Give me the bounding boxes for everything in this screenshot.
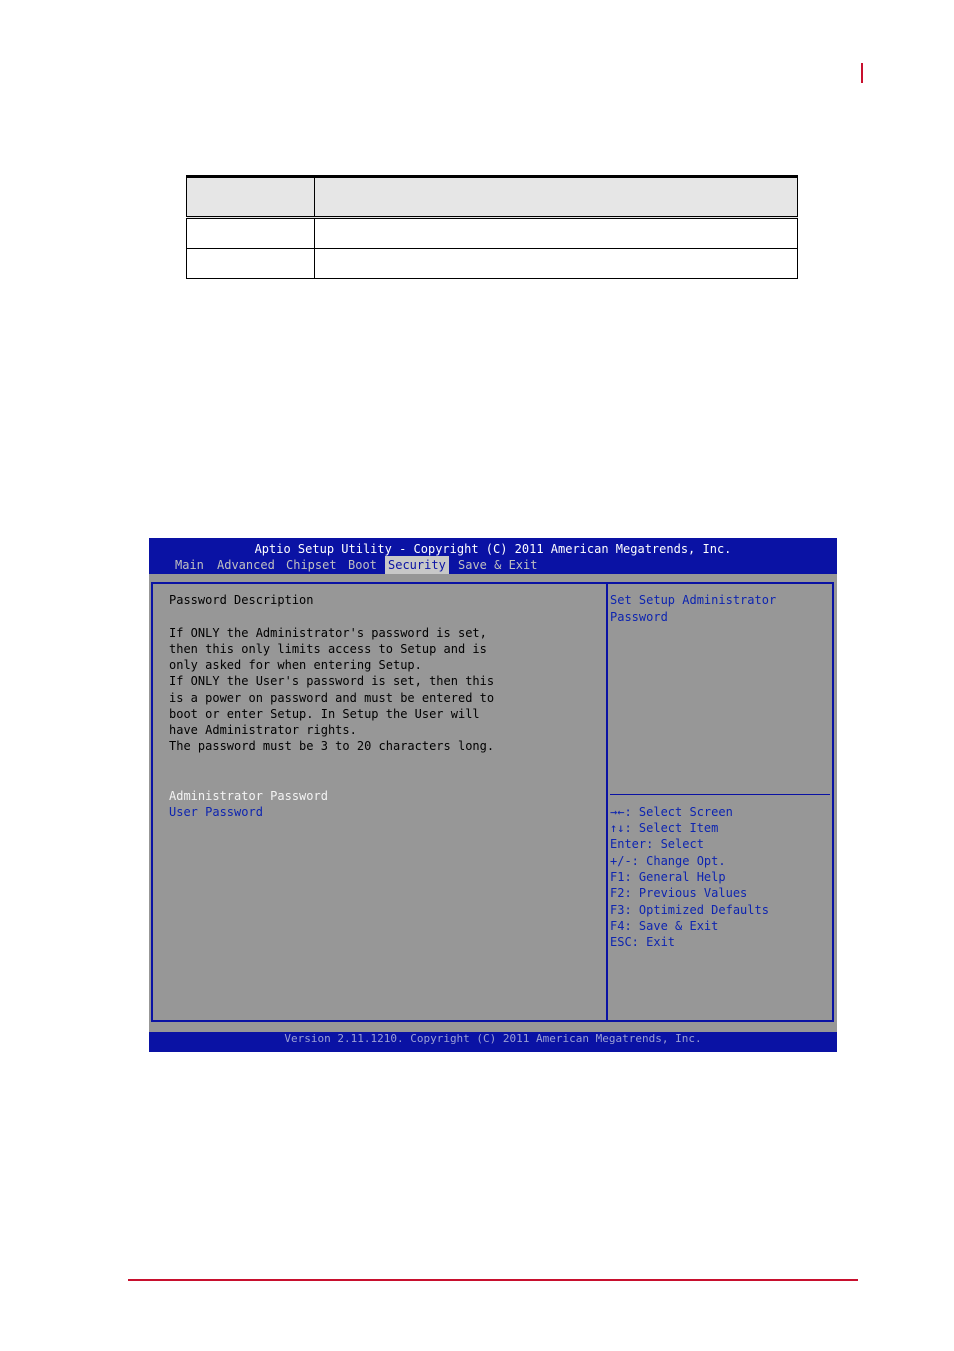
description-line: have Administrator rights. <box>169 723 357 737</box>
description-line: boot or enter Setup. In Setup the User will <box>169 707 480 721</box>
settings-panel <box>151 582 608 1022</box>
table-cell <box>315 218 798 249</box>
help-text-line: Set Setup Administrator <box>610 593 777 607</box>
table-row <box>187 218 798 249</box>
bios-menu-bar <box>149 556 837 574</box>
key-hint-optimized-defaults: F3: Optimized Defaults <box>610 903 769 917</box>
key-hint-enter: Enter: Select <box>610 837 704 851</box>
help-divider <box>610 794 830 795</box>
tab-main[interactable]: Main <box>175 558 204 572</box>
key-hint-general-help: F1: General Help <box>610 870 726 884</box>
description-line: only asked for when entering Setup. <box>169 658 422 672</box>
table-row <box>187 249 798 279</box>
administrator-password-item[interactable]: Administrator Password <box>169 789 328 803</box>
tab-save-exit[interactable]: Save & Exit <box>458 558 538 572</box>
table-header-cell <box>187 177 315 218</box>
user-password-item[interactable]: User Password <box>169 805 263 819</box>
key-hint-esc-exit: ESC: Exit <box>610 935 676 949</box>
description-line: then this only limits access to Setup and is <box>169 642 487 656</box>
key-hint-change-opt: +/-: Change Opt. <box>610 854 726 868</box>
key-hint-select-item: ↑↓: Select Item <box>610 821 719 835</box>
table-cell <box>315 249 798 279</box>
description-line: The password must be 3 to 20 characters long. <box>169 739 495 753</box>
table-cell <box>187 218 315 249</box>
tab-chipset[interactable]: Chipset <box>286 558 337 572</box>
bios-title-bar: Aptio Setup Utility - Copyright (C) 2011 American Megatrends, Inc. <box>149 538 837 556</box>
tab-advanced[interactable]: Advanced <box>217 558 275 572</box>
description-line: is a power on password and must be entered to <box>169 691 495 705</box>
table-header-row <box>187 177 798 218</box>
bios-version-bar: Version 2.11.1210. Copyright (C) 2011 American Megatrends, Inc. <box>149 1032 837 1052</box>
help-text-line: Password <box>610 610 668 624</box>
key-hint-save-exit: F4: Save & Exit <box>610 919 719 933</box>
empty-document-table <box>186 175 798 279</box>
page-edge-marker <box>861 63 863 83</box>
key-hint-previous-values: F2: Previous Values <box>610 886 748 900</box>
key-hint-select-screen: →←: Select Screen <box>610 805 733 819</box>
table-cell <box>187 249 315 279</box>
bios-setup-screen <box>149 538 837 1052</box>
description-line: If ONLY the Administrator's password is set, <box>169 626 487 640</box>
password-description-heading: Password Description <box>169 593 314 607</box>
footer-rule <box>128 1279 858 1281</box>
tab-security[interactable]: Security <box>385 556 449 574</box>
tab-boot[interactable]: Boot <box>348 558 377 572</box>
table-header-cell <box>315 177 798 218</box>
description-line: If ONLY the User's password is set, then this <box>169 674 495 688</box>
help-panel <box>606 582 834 1022</box>
